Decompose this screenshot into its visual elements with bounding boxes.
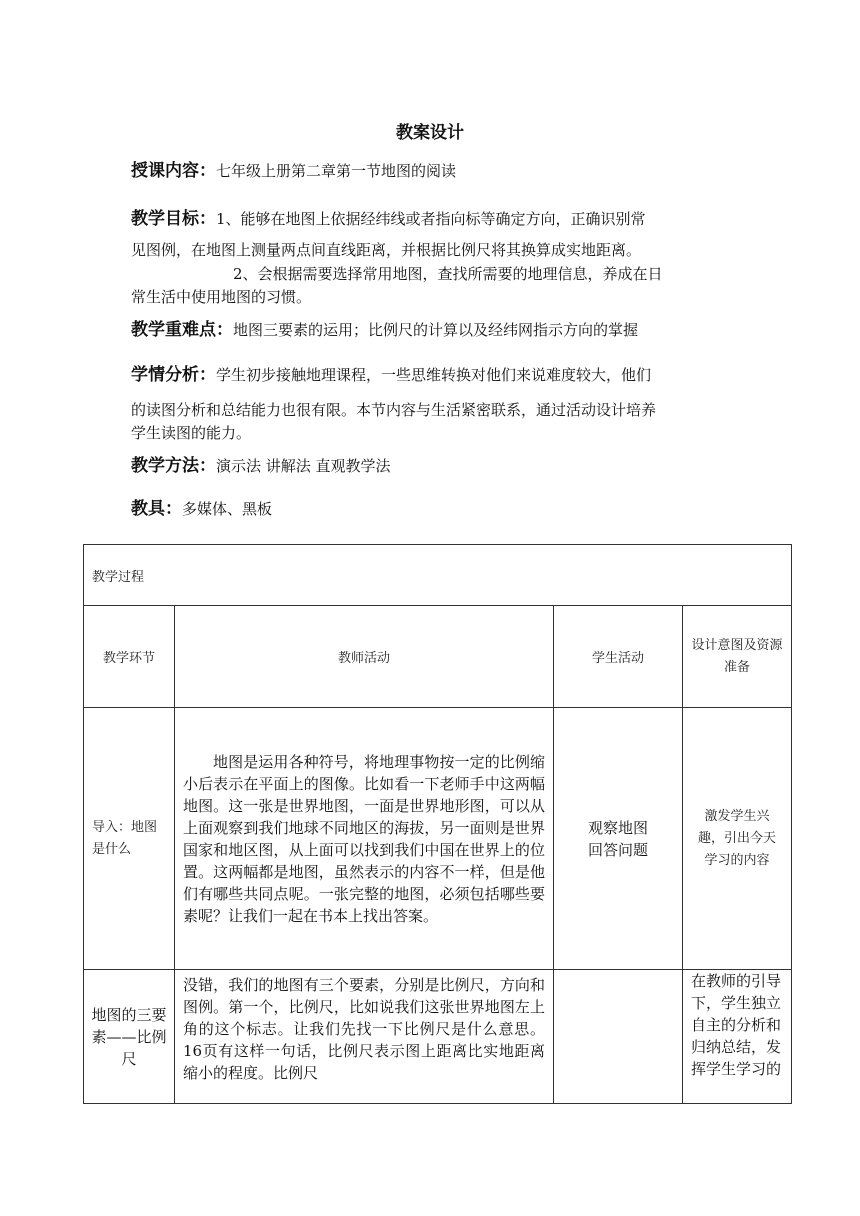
header-stage: 教学环节 — [84, 606, 175, 708]
tools-label: 教具： — [131, 499, 182, 519]
analysis-line-2: 的读图分析和总结能力也很有限。本节内容与生活紧密联系，通过活动设计培养 — [131, 401, 657, 419]
analysis-line-3: 学生读图的能力。 — [131, 424, 252, 442]
row2-teacher — [175, 970, 554, 1104]
row2-intent-text: 在教师的引导下，学生独立自主的分析和归纳总结，发挥学生学习的 — [691, 972, 782, 1078]
row1-teacher: 地图是运用各种符号，将地理事物按一定的比例缩小后表示在平面上的图像。比如看一下老师手中这两幅地图。这一张是世界地图，一面是世界地形图，可以从上面观察到我们地球不同地区的海拔，另一面则是世界国家和地区图，从上面可以找到我们中国在世界上的位置。这两幅都是地图，虽然表示的内容不一样，但是他们有哪些共同点呢。一张完整的地图，必须包括哪些要素呢？让我们一起在书本上找出答案。 — [175, 708, 554, 970]
content-label: 授课内容： — [131, 161, 216, 181]
teaching-process-table — [83, 544, 792, 1104]
header-student: 学生活动 — [554, 606, 683, 708]
row2-student — [554, 970, 683, 1104]
goals-label: 教学目标： — [131, 209, 216, 229]
goals-line-4: 常生活中使用地图的习惯。 — [131, 288, 312, 306]
row2-intent — [683, 970, 792, 1104]
methods-text: 演示法 讲解法 直观教学法 — [216, 457, 391, 475]
goals-line-3: 2、会根据需要选择常用地图，查找所需要的地理信息，养成在日 — [233, 265, 663, 283]
document-title: 教案设计 — [396, 123, 464, 143]
header-teacher: 教师活动 — [175, 606, 554, 708]
row1-stage: 导入：地图是什么 — [84, 708, 175, 970]
goals-line-2: 见图例，在地图上测量两点间直线距离，并根据比例尺将其换算成实地距离。 — [131, 241, 642, 259]
row2-stage: 地图的三要素——比例尺 — [84, 970, 175, 1104]
table-header-row — [84, 606, 792, 708]
row1-student: 观察地图回答问题 — [554, 708, 683, 970]
row1-intent: 激发学生兴趣，引出今天学习的内容 — [683, 708, 792, 970]
methods-line — [131, 455, 731, 477]
content-line — [131, 160, 731, 182]
goals-text-1: 1、能够在地图上依据经纬线或者指向标等确定方向，正确识别常 — [216, 210, 646, 228]
table-caption: 教学过程 — [84, 545, 792, 606]
analysis-line-1 — [131, 364, 731, 386]
row2-teacher-text: 没错，我们的地图有三个要素，分别是比例尺，方向和图例。第一个，比例尺，比如说我们这张世界地图左上角的这个标志。让我们先找一下比例尺是什么意思。16页有这样一句话，比例尺表示图上距离比实地距离缩小的程度。比例尺 — [183, 976, 545, 1082]
goals-line-1 — [131, 208, 731, 230]
tools-line — [131, 498, 731, 520]
difficulty-text: 地图三要素的运用；比例尺的计算以及经纬网指示方向的掌握 — [233, 321, 639, 339]
header-intent: 设计意图及资源准备 — [683, 606, 792, 708]
difficulty-line — [131, 319, 731, 341]
tools-text: 多媒体、黑板 — [182, 500, 273, 518]
methods-label: 教学方法： — [131, 456, 216, 476]
content-text: 七年级上册第二章第一节地图的阅读 — [216, 162, 457, 180]
analysis-label: 学情分析： — [131, 365, 216, 385]
table-caption-row — [84, 545, 792, 606]
table-row — [84, 970, 792, 1104]
difficulty-label: 教学重难点： — [131, 320, 233, 340]
table-row — [84, 708, 792, 970]
analysis-text-1: 学生初步接触地理课程，一些思维转换对他们来说难度较大，他们 — [216, 366, 652, 384]
